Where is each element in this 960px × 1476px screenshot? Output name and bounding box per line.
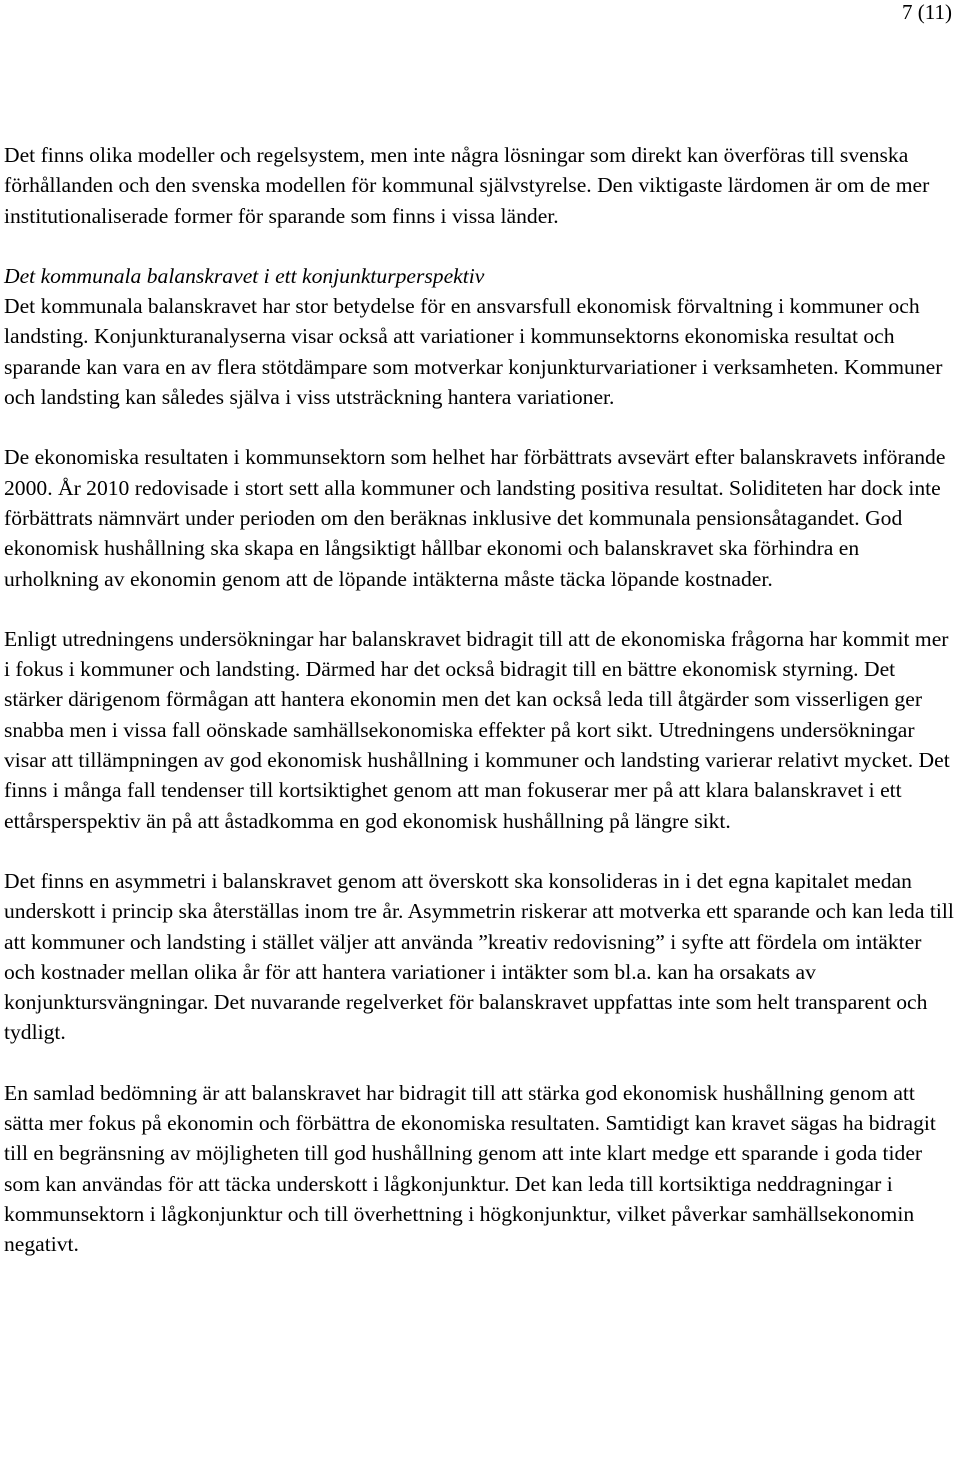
paragraph-balance-requirement: Det kommunala balanskravet har stor betydelse för en ansvarsfull ekonomisk förvaltning i kommuner och landsting. Konjunkturanalyserna visar också att variationer i kommunsektorns ekonomiska resultat och sparande kan vara en av flera stötdämpare som motverkar konjunkturvariationer i verksamheten. Kommuner och landsting kan således själva i viss utsträckning hantera variationer.	[4, 294, 943, 410]
paragraph-economic-results: De ekonomiska resultaten i kommunsektorn som helhet har förbättrats avsevärt efter balanskravets införande 2000. År 2010 redovisade i stort sett alla kommuner och landsting positiva resultat. Soliditeten har dock inte förbättrats nämnvärt under perioden om den beräknas inklusive det kommunala pensionsåtagandet. God ekonomisk hushållning ska skapa en långsiktigt hållbar ekonomi och balanskravet ska förhindra en urholkning av ekonomin genom att de löpande intäkterna måste täcka löpande kostnader.	[4, 445, 946, 591]
paragraph-overall-assessment: En samlad bedömning är att balanskravet har bidragit till att stärka god ekonomisk hushållning genom att sätta mer fokus på ekonomin och förbättra de ekonomiska resultaten. Samtidigt kan kravet sägas ha bidragit till en begränsning av möjligheten till god hushållning genom att inte klart medge ett sparande i goda tider som kan användas för att täcka underskott i lågkonjunktur. Det kan leda till kortsiktiga neddragningar i kommunsektorn i lågkonjunktur och till överhettning i högkonjunktur, vilket påverkar samhällsekonomin negativt.	[4, 1080, 936, 1257]
document-body	[4, 140, 956, 1290]
paragraph-asymmetry: Det finns en asymmetri i balanskravet genom att överskott ska konsolideras in i det egna kapitalet medan underskott i princip ska återställas inom tre år. Asymmetrin riskerar att motverka ett sparande och kan leda till att kommuner och landsting i stället väljer att använda ”kreativ redovisning” i syfte att fördela om intäkter och kostnader mellan olika år för att hantera variationer i intäkter som bl.a. kan ha orsakats av konjunktursvängningar. Det nuvarande regelverket för balanskravet uppfattas inte som helt transparent och tydligt.	[4, 868, 954, 1045]
paragraph-models: Det finns olika modeller och regelsystem, men inte några lösningar som direkt kan överföras till svenska förhållanden och den svenska modellen för kommunal självstyrelse. Den viktigaste lärdomen är om de mer institutionaliserade former för sparande som finns i vissa länder.	[4, 143, 930, 228]
page-number: 7 (11)	[902, 0, 952, 24]
paragraph-investigation-findings: Enligt utredningens undersökningar har balanskravet bidragit till att de ekonomiska frågorna har kommit mer i fokus i kommuner och landsting. Därmed har det också bidragit till en bättre ekonomisk styrning. Det stärker därigenom förmågan att hantera ekonomin men det kan också leda till åtgärder som visserligen ger snabba men i vissa fall oönskade samhällsekonomiska effekter på kort sikt. Utredningens undersökningar visar att tillämpningen av god ekonomisk hushållning i kommuner och landsting varierar relativt mycket. Det finns i många fall tendenser till kortsiktighet genom att man fokuserar mer på att klara balanskravet i ett ettårsperspektiv än på att åstadkomma en god ekonomisk hushållning på längre sikt.	[4, 626, 950, 833]
section-heading: Det kommunala balanskravet i ett konjunkturperspektiv	[4, 263, 485, 288]
section-balance-requirement	[4, 261, 956, 412]
